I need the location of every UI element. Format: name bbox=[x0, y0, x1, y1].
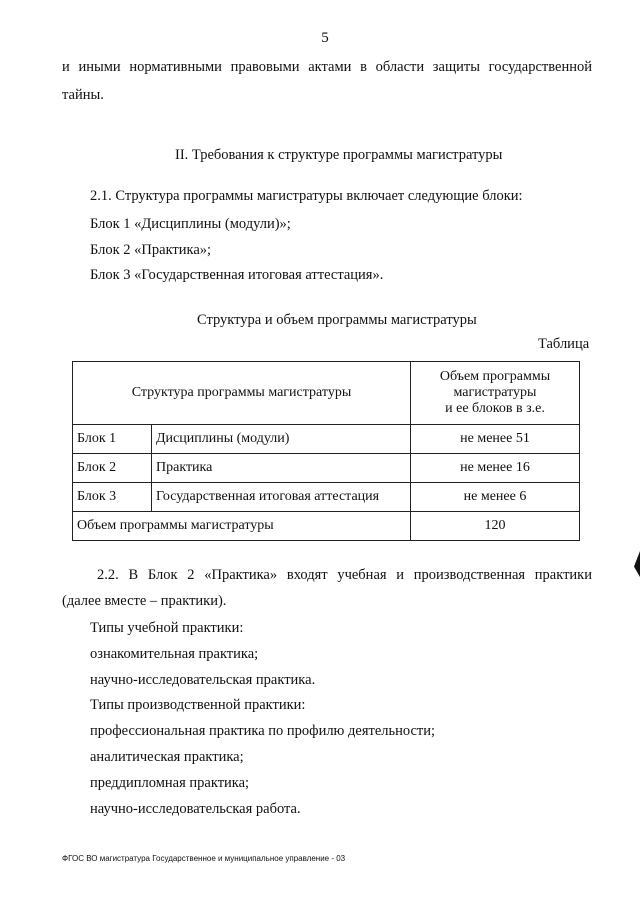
table-row bbox=[73, 483, 580, 512]
row-name: Практика bbox=[152, 454, 411, 483]
program-structure-table bbox=[72, 361, 580, 541]
header-volume bbox=[411, 362, 580, 425]
row-volume: не менее 6 bbox=[411, 483, 580, 512]
paragraph-2-1: 2.1. Структура программы магистратуры включает следующие блоки: bbox=[90, 188, 523, 204]
table-label: Таблица bbox=[538, 336, 590, 352]
block-3-item: Блок 3 «Государственная итоговая аттестация». bbox=[90, 267, 384, 283]
list-item: ознакомительная практика; bbox=[90, 646, 259, 662]
header-volume-line: магистратуры bbox=[453, 385, 537, 400]
table-row bbox=[73, 425, 580, 454]
row-volume: не менее 16 bbox=[411, 454, 580, 483]
list-item: профессиональная практика по профилю деятельности; bbox=[90, 723, 436, 739]
table-header-row bbox=[73, 362, 580, 425]
page-number: 5 bbox=[321, 30, 329, 46]
intro-line-1: и иными нормативными правовыми актами в области защиты государственной bbox=[62, 59, 592, 75]
list-item: Типы учебной практики: bbox=[90, 620, 244, 636]
paragraph-2-2-line-1: 2.2. В Блок 2 «Практика» входят учебная и производственная практики bbox=[97, 567, 592, 583]
section-title: II. Требования к структуре программы магистратуры bbox=[175, 147, 503, 163]
paragraph-2-2-line-2: (далее вместе – практики). bbox=[62, 593, 227, 609]
list-item: аналитическая практика; bbox=[90, 749, 244, 765]
row-block: Блок 2 bbox=[73, 454, 152, 483]
table-title: Структура и объем программы магистратуры bbox=[197, 312, 477, 328]
header-volume-line: Объем программы bbox=[439, 369, 551, 384]
block-1-item: Блок 1 «Дисциплины (модули)»; bbox=[90, 216, 291, 232]
table-row bbox=[73, 454, 580, 483]
list-item: Типы производственной практики: bbox=[90, 697, 306, 713]
row-name: Государственная итоговая аттестация bbox=[152, 483, 411, 512]
footer-text: ФГОС ВО магистратура Государственное и муниципальное управление - 03 bbox=[62, 854, 346, 863]
table-total-row bbox=[73, 512, 580, 541]
intro-line-2: тайны. bbox=[62, 87, 104, 103]
total-value: 120 bbox=[411, 512, 580, 541]
total-label: Объем программы магистратуры bbox=[73, 512, 411, 541]
row-block: Блок 3 bbox=[73, 483, 152, 512]
block-2-item: Блок 2 «Практика»; bbox=[90, 242, 212, 258]
list-item: научно-исследовательская практика. bbox=[90, 672, 316, 688]
header-volume-line: и ее блоков в з.е. bbox=[445, 401, 545, 416]
list-item: научно-исследовательская работа. bbox=[90, 801, 301, 817]
row-volume: не менее 51 bbox=[411, 425, 580, 454]
scan-edge-mark bbox=[634, 551, 640, 577]
row-name: Дисциплины (модули) bbox=[152, 425, 411, 454]
row-block: Блок 1 bbox=[73, 425, 152, 454]
list-item: преддипломная практика; bbox=[90, 775, 250, 791]
header-structure: Структура программы магистратуры bbox=[73, 362, 411, 425]
